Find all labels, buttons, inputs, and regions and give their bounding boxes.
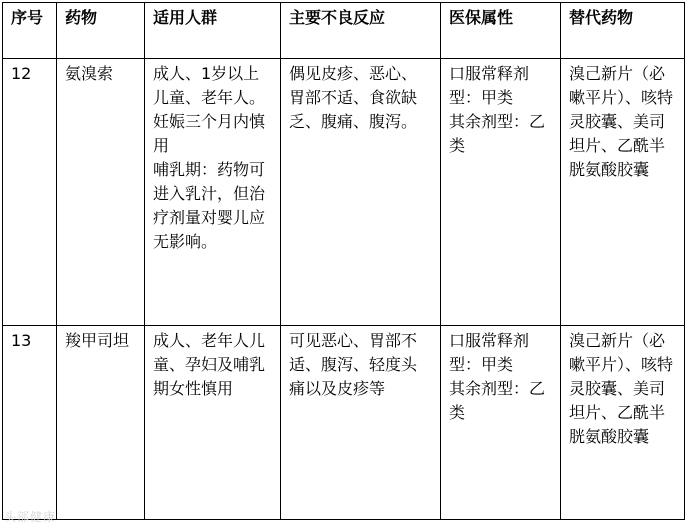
population-line: 妊娠三个月内慎用 <box>153 112 266 155</box>
header-population: 适用人群 <box>145 3 281 59</box>
cell-alternatives: 溴己新片（必嗽平片）、咳特灵胶囊、美司坦片、乙酰半胱氨酸胶囊 <box>561 326 685 520</box>
cell-alternatives: 溴己新片（必嗽平片）、咳特灵胶囊、美司坦片、乙酰半胱氨酸胶囊 <box>561 59 685 326</box>
header-drug: 药物 <box>57 3 145 59</box>
header-seq: 序号 <box>3 3 57 59</box>
cell-population <box>145 326 281 520</box>
insurance-line: 口服常释剂型：甲类 <box>449 64 530 107</box>
insurance-line: 口服常释剂型：甲类 <box>449 331 530 374</box>
cell-population <box>145 59 281 326</box>
insurance-line: 其余剂型：乙类 <box>449 112 546 155</box>
cell-adverse-reactions: 可见恶心、胃部不适、腹泻、轻度头痛以及皮疹等 <box>281 326 441 520</box>
cell-drug: 羧甲司坦 <box>57 326 145 520</box>
table-row <box>3 326 685 520</box>
cell-adverse-reactions: 偶见皮疹、恶心、胃部不适、食欲缺乏、腹痛、腹泻。 <box>281 59 441 326</box>
cell-seq: 12 <box>3 59 57 326</box>
insurance-line: 其余剂型：乙类 <box>449 379 546 422</box>
cell-drug: 氨溴索 <box>57 59 145 326</box>
population-line: 成人、老年人儿童、孕妇及哺乳期女性慎用 <box>153 331 266 398</box>
cell-seq: 13 <box>3 326 57 520</box>
header-adverse-reactions: 主要不良反应 <box>281 3 441 59</box>
watermark: 头部健康 <box>4 510 57 524</box>
population-line: 哺乳期：药物可进入乳汁，但治疗剂量对婴儿应无影响。 <box>153 160 266 251</box>
header-alternatives: 替代药物 <box>561 3 685 59</box>
cell-insurance <box>441 59 561 326</box>
population-line: 成人、1岁以上儿童、老年人。 <box>153 64 266 107</box>
drug-table <box>2 2 685 520</box>
header-row <box>3 3 685 59</box>
header-insurance: 医保属性 <box>441 3 561 59</box>
table-row <box>3 59 685 326</box>
cell-insurance <box>441 326 561 520</box>
